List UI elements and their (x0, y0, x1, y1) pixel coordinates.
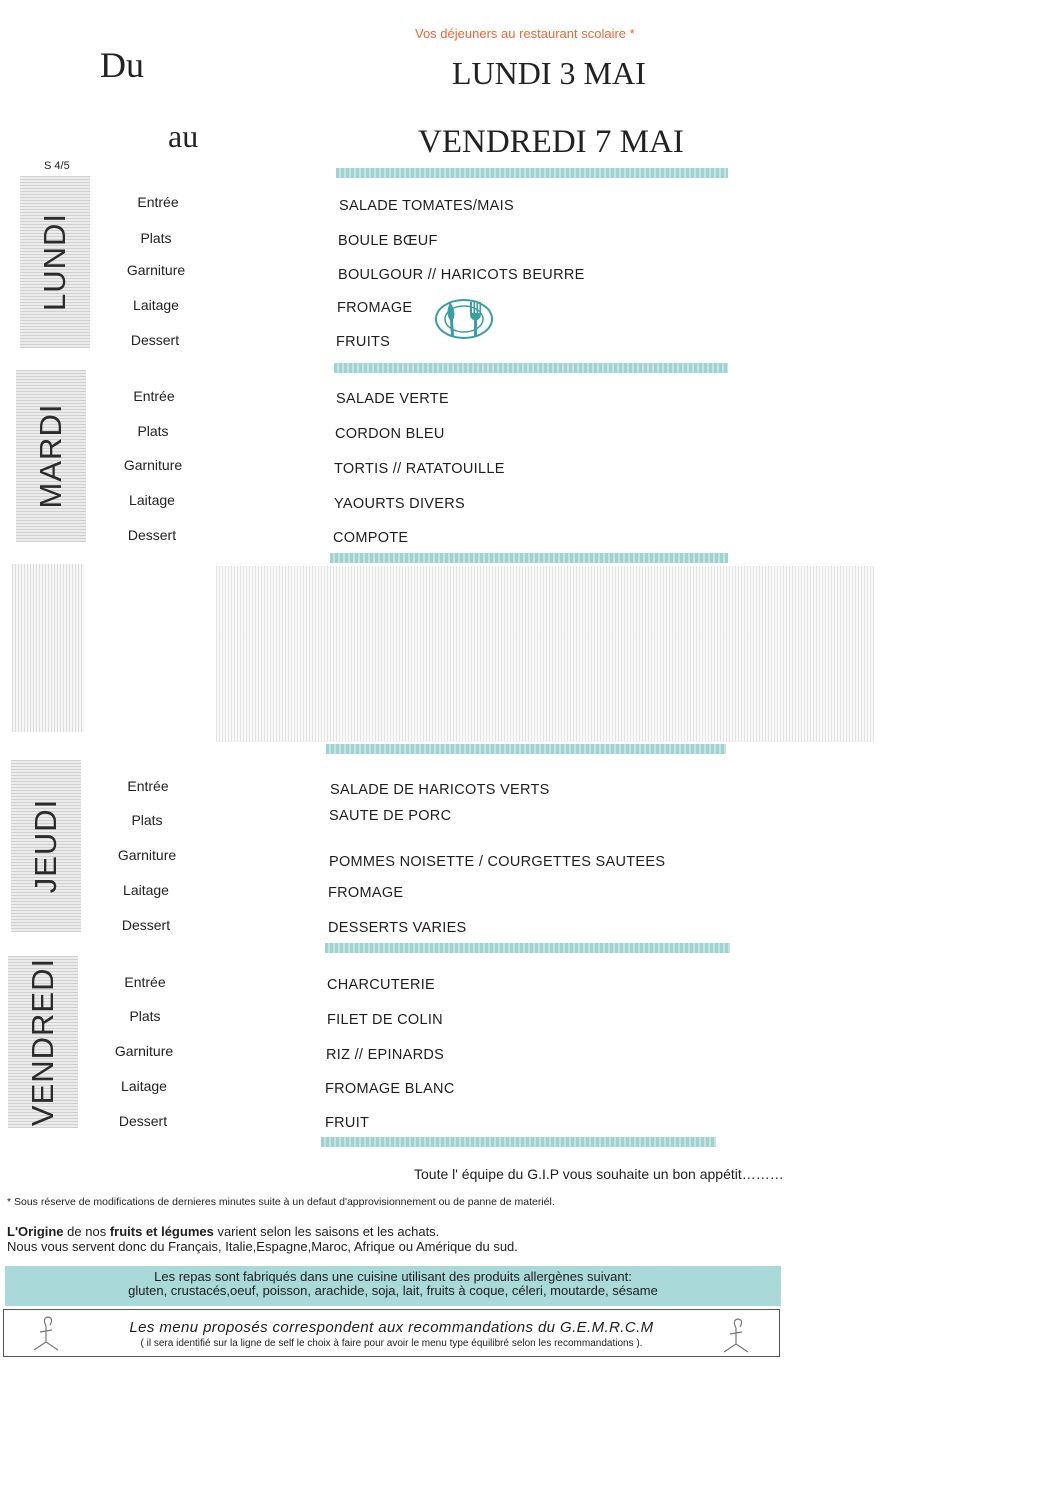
separator-band (336, 168, 728, 178)
category-label: Garniture (114, 1043, 174, 1059)
dish-entree: SALADE DE HARICOTS VERTS (330, 782, 550, 798)
origin-bold: L'Origine (7, 1224, 64, 1239)
category-label: Laitage (121, 1078, 167, 1094)
dish-plat: CORDON BLEU (335, 426, 445, 442)
day-label: JEUDI (28, 798, 63, 894)
allergen-band (5, 1266, 781, 1306)
category-label: Garniture (123, 457, 183, 473)
category-label: Plats (131, 812, 163, 828)
du-label: Du (100, 45, 144, 85)
origin-text: varient selon les saisons et les achats. (213, 1224, 440, 1239)
tagline: Vos déjeuners au restaurant scolaire * (415, 26, 635, 41)
origin-line2: Nous vous servent donc du Français, Italie,Espagne,Maroc, Afrique ou Amérique du sud. (7, 1239, 518, 1254)
category-label: Entrée (133, 388, 175, 404)
category-label: Entrée (124, 974, 166, 990)
category-label: Plats (140, 230, 172, 246)
category-label: Entrée (137, 194, 179, 210)
separator-band (326, 744, 726, 754)
dish-garniture: BOULGOUR // HARICOTS BEURRE (338, 267, 585, 283)
day-bar-mardi (16, 370, 86, 542)
bon-appetit: Toute l' équipe du G.I.P vous souhaite un bon appétit……… (414, 1166, 784, 1182)
category-label: Dessert (121, 917, 171, 933)
week-number: S 4/5 (44, 160, 70, 172)
gemrcm-box (3, 1309, 780, 1357)
day-bar-blank (12, 564, 84, 732)
cutlery-icon (434, 298, 494, 340)
category-label: Laitage (123, 882, 169, 898)
dish-laitage: FROMAGE BLANC (325, 1081, 455, 1097)
day-label: LUNDI (37, 212, 72, 312)
day-label: VENDREDI (25, 957, 60, 1127)
separator-band (321, 1137, 716, 1147)
blank-day-area (216, 566, 874, 742)
dish-entree: SALADE TOMATES/MAIS (339, 198, 514, 214)
category-label: Entrée (127, 778, 169, 794)
category-label: Dessert (127, 527, 177, 543)
dish-plat: FILET DE COLIN (327, 1012, 443, 1028)
allergen-line2: gluten, crustacés,oeuf, poisson, arachide, soja, lait, fruits à coque, céleri, moutarde, sésame (128, 1283, 658, 1298)
separator-band (325, 943, 730, 953)
gemrcm-title: Les menu proposés correspondent aux recommandations du G.E.M.R.C.M (129, 1319, 654, 1336)
day-bar-jeudi (11, 760, 81, 932)
disclaimer-note: * Sous réserve de modifications de dernieres minutes suite à un defaut d'approvisionnement ou de panne de materiél. (7, 1196, 555, 1208)
dish-dessert: COMPOTE (333, 530, 409, 546)
date-from: LUNDI 3 MAI (452, 55, 646, 91)
origin-note (7, 1224, 518, 1254)
dish-entree: SALADE VERTE (336, 391, 449, 407)
dish-dessert: FRUITS (336, 334, 391, 350)
dish-garniture: POMMES NOISETTE / COURGETTES SAUTEES (329, 854, 666, 870)
dish-plat: BOULE BŒUF (338, 233, 438, 249)
dish-laitage: FROMAGE (328, 885, 404, 901)
origin-text: de nos (63, 1224, 110, 1239)
category-label: Laitage (133, 297, 179, 313)
dish-dessert: DESSERTS VARIES (328, 920, 467, 936)
origin-bold: fruits et légumes (109, 1224, 214, 1239)
day-bar-vendredi (8, 956, 78, 1128)
day-bar-lundi (20, 176, 90, 348)
dish-plat: SAUTE DE PORC (329, 808, 452, 824)
dish-entree: CHARCUTERIE (327, 977, 436, 993)
dish-laitage: FROMAGE (337, 300, 413, 316)
category-label: Dessert (130, 332, 180, 348)
dish-garniture: RIZ // EPINARDS (326, 1047, 445, 1063)
chef-icon (26, 1314, 66, 1352)
gemrcm-subtitle: ( il sera identifié sur la ligne de self le choix à faire pour avoir le menu type équilibré selon les recommandations ). (140, 1338, 643, 1349)
au-label: au (168, 118, 199, 154)
dish-laitage: YAOURTS DIVERS (334, 496, 465, 512)
category-label: Plats (137, 423, 169, 439)
category-label: Garniture (126, 262, 186, 278)
separator-band (330, 553, 728, 563)
category-label: Laitage (129, 492, 175, 508)
date-to: VENDREDI 7 MAI (418, 124, 684, 160)
dish-dessert: FRUIT (325, 1115, 370, 1131)
separator-band (334, 363, 728, 373)
category-label: Plats (129, 1008, 161, 1024)
dish-garniture: TORTIS // RATATOUILLE (334, 461, 505, 477)
category-label: Garniture (117, 847, 177, 863)
chef-icon (716, 1316, 756, 1354)
allergen-line1: Les repas sont fabriqués dans une cuisine utilisant des produits allergènes suivant: (154, 1269, 632, 1284)
category-label: Dessert (118, 1113, 168, 1129)
day-label: MARDI (33, 403, 68, 509)
